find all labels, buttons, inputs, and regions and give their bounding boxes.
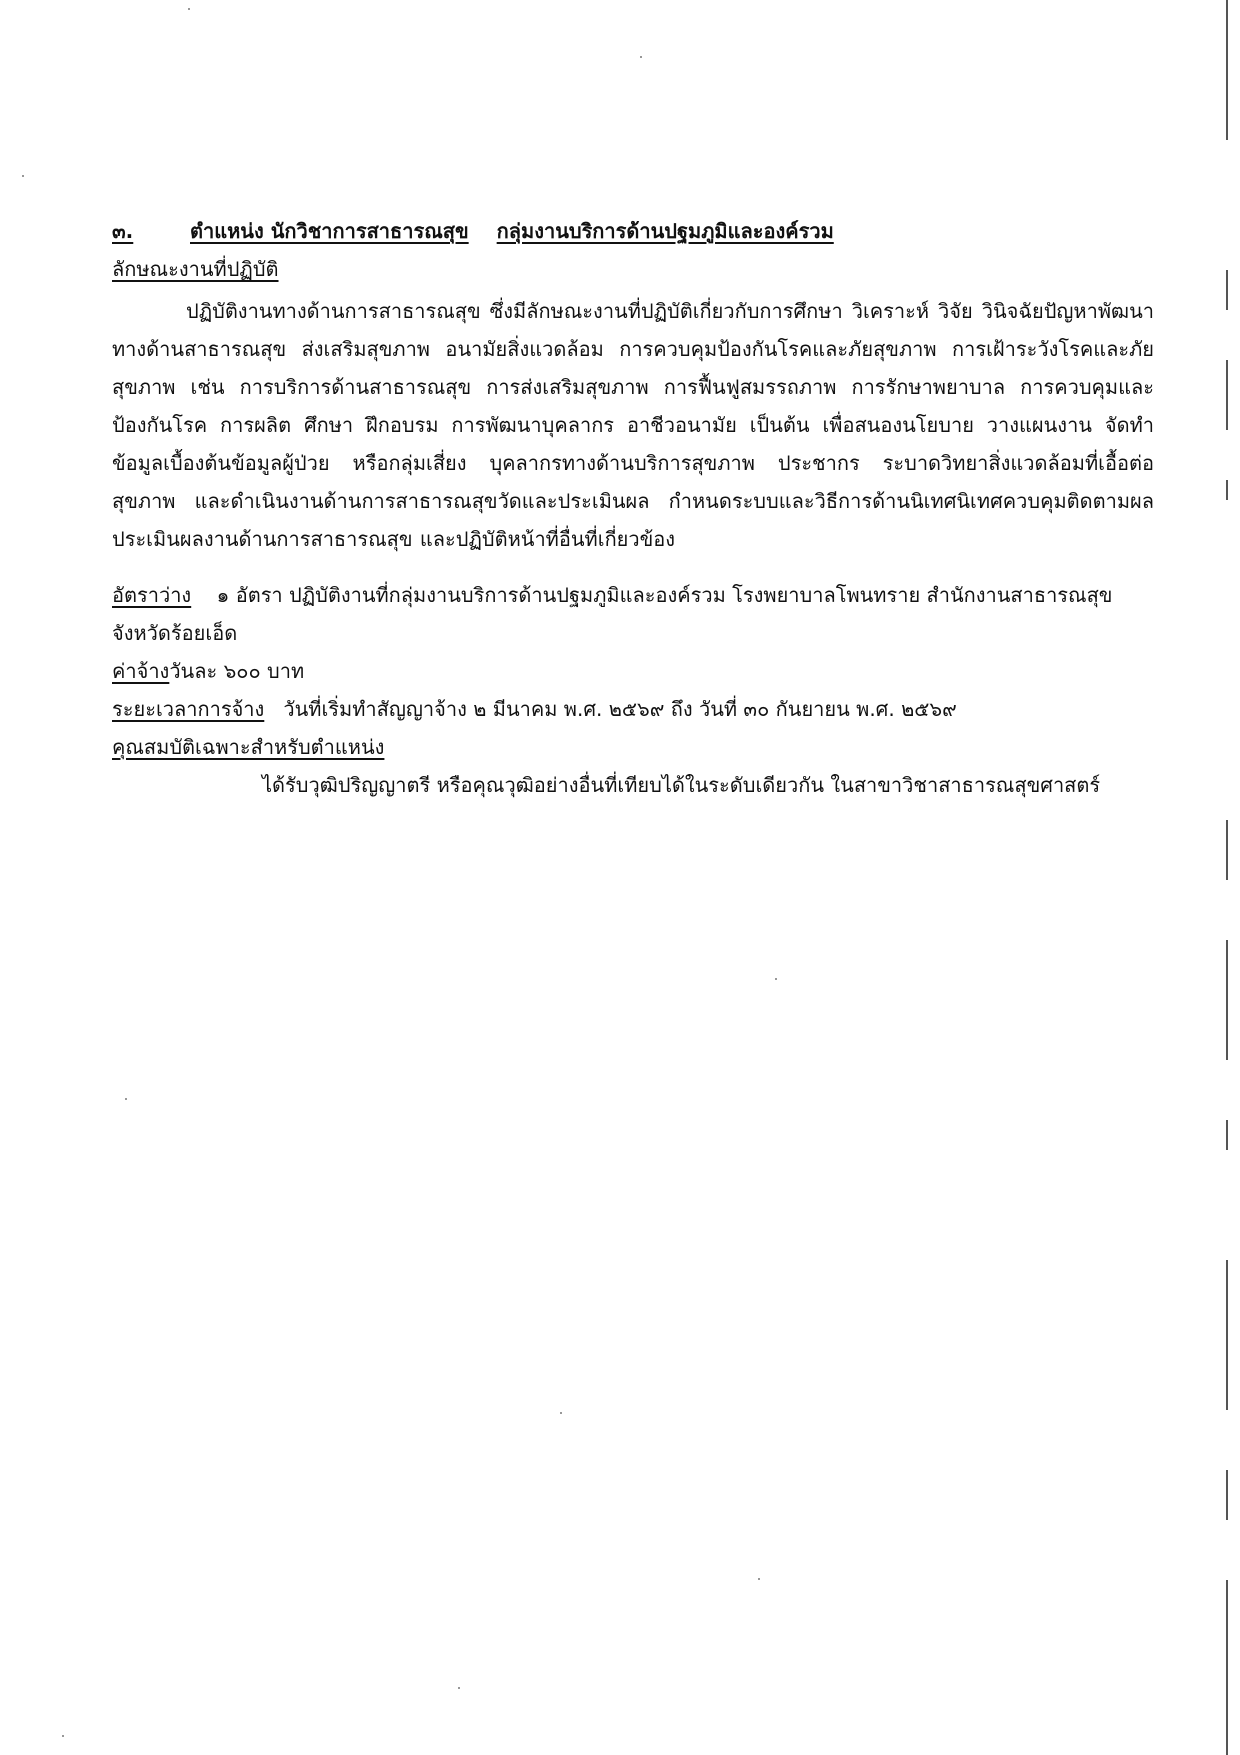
announcement-section [112, 212, 1154, 804]
section-number: ๓. [112, 219, 134, 243]
vacancy-block [112, 576, 1154, 652]
scan-edge-line [1226, 0, 1228, 1755]
qualifications-text: ได้รับวุฒิปริญญาตรี หรือคุณวุฒิอย่างอื่นที่เทียบได้ในระดับเดียวกัน ในสาขาวิชาสาธารณสุขศาสตร์ [262, 773, 1101, 797]
employment-period-label: ระยะเวลาการจ้าง [112, 697, 265, 721]
duties-block [112, 250, 1154, 558]
wage-text: วันละ ๖๐๐ บาท [169, 659, 305, 683]
wage-label: ค่าจ้าง [112, 659, 170, 683]
qualifications-label: คุณสมบัติเฉพาะสำหรับตำแหน่ง [112, 735, 385, 759]
position-title: ตำแหน่ง นักวิชาการสาธารณสุข [190, 219, 469, 243]
employment-period-line [112, 690, 1154, 728]
position-heading [112, 212, 1154, 250]
employment-period-text: วันที่เริ่มทำสัญญาจ้าง ๒ มีนาคม พ.ศ. ๒๕๖๙ ถึง วันที่ ๓๐ กันยายน พ.ศ. ๒๕๖๙ [283, 697, 957, 721]
wage-line [112, 652, 1154, 690]
work-group-name: กลุ่มงานบริการด้านปฐมภูมิและองค์รวม [496, 219, 834, 243]
duties-text: ปฏิบัติงานทางด้านการสาธารณสุข ซึ่งมีลักษณะงานที่ปฏิบัติเกี่ยวกับการศึกษา วิเคราะห์ วิจัย วินิจฉัยปัญหาพัฒนาทางด้านสาธารณสุข ส่งเสริมสุขภาพ อนามัยสิ่งแวดล้อม การควบคุมป้องกันโรคและภัยสุขภาพ การเฝ้าระวังโรคและภัยสุขภาพ เช่น การบริการด้านสาธารณสุข การส่งเสริมสุขภาพ การฟื้นฟูสมรรถภาพ การรักษาพยาบาล การควบคุมและป้องกันโรค การผลิต ศึกษา ฝึกอบรม การพัฒนาบุคลากร อาชีวอนามัย เป็นต้น เพื่อสนองนโยบาย วางแผนงาน จัดทำข้อมูลเบื้องต้นข้อมูลผู้ป่วย หรือกลุ่มเสี่ยง บุคลากรทางด้านบริการสุขภาพ ประชากร ระบาดวิทยาสิ่งแวดล้อมที่เอื้อต่อสุขภาพ และดำเนินงานด้านการสาธารณสุขวัดและประเมินผล กำหนดระบบและวิธีการด้านนิเทศนิเทศควบคุมติดตามผล ประเมินผลงานด้านการสาธารณสุข และปฏิบัติหน้าที่อื่นที่เกี่ยวข้อง [112, 299, 1154, 551]
vacancy-label: อัตราว่าง [112, 583, 192, 607]
duties-label: ลักษณะงานที่ปฏิบัติ [112, 257, 279, 281]
vacancy-text: ๑ อัตรา ปฏิบัติงานที่กลุ่มงานบริการด้านปฐมภูมิและองค์รวม โรงพยาบาลโพนทราย สำนักงานสาธารณสุขจังหวัดร้อยเอ็ด [112, 583, 1113, 645]
qualifications-block [112, 728, 1154, 804]
